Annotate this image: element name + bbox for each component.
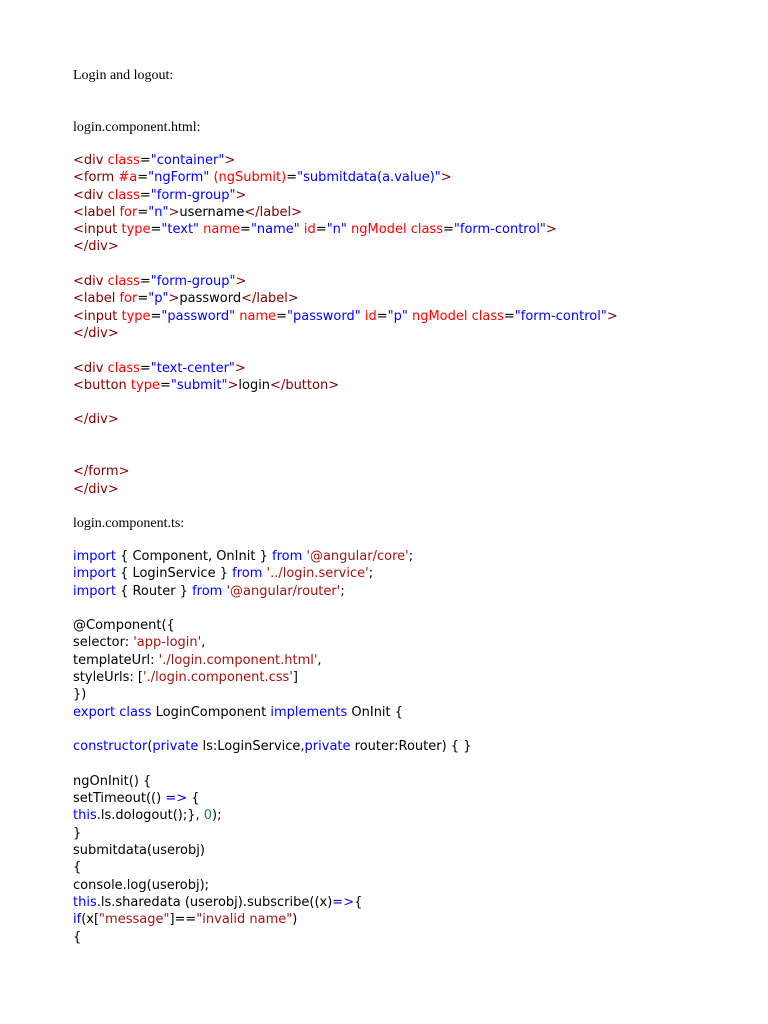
code-token: setTimeout(()	[73, 791, 166, 807]
code-token: export	[73, 704, 120, 720]
code-token: constructor	[73, 739, 148, 755]
code-token: {	[73, 860, 82, 876]
code-token: =	[139, 153, 151, 168]
code-line	[73, 446, 753, 463]
code-token: id	[303, 222, 316, 238]
code-token: for	[119, 204, 138, 220]
code-line	[73, 238, 753, 255]
code-token: class	[410, 222, 443, 238]
code-token: =	[376, 308, 388, 324]
code-line	[73, 929, 753, 946]
code-token: class	[107, 360, 140, 376]
code-token: name	[239, 308, 277, 324]
code-line	[73, 790, 753, 807]
code-token: console.log(userobj);	[73, 877, 210, 893]
code-token: >	[234, 360, 246, 376]
code-token: "form-control"	[514, 308, 607, 324]
code-token: ngModel	[351, 222, 411, 238]
code-token: =	[139, 187, 151, 203]
code-line	[73, 634, 753, 651]
code-token: id	[364, 308, 377, 324]
code-token: private	[304, 739, 355, 755]
code-token: <div	[73, 360, 108, 376]
code-token: <label	[73, 291, 120, 307]
code-token: "submitdata(a.value)"	[297, 170, 441, 186]
code-token: class	[107, 187, 140, 203]
code-token: <input	[73, 308, 122, 324]
code-token: </form>	[73, 464, 130, 480]
code-token: (x[	[81, 912, 100, 928]
code-line	[73, 481, 753, 498]
code-token: class	[119, 704, 156, 720]
code-token: type	[130, 377, 160, 393]
code-token: from	[192, 583, 227, 599]
code-token: type	[121, 222, 151, 238]
code-line	[73, 652, 753, 669]
code-token: username	[179, 204, 245, 220]
code-token: login	[238, 377, 271, 393]
code-token: if	[73, 912, 82, 928]
code-token: </div>	[73, 412, 119, 428]
code-token: router:Router) { }	[354, 739, 472, 755]
code-token: =	[150, 222, 162, 238]
code-line	[73, 360, 753, 377]
code-token: templateUrl:	[73, 652, 159, 668]
code-token: <div	[73, 274, 108, 290]
code-token: "message"	[99, 912, 170, 928]
code-token: ]	[292, 670, 298, 686]
code-line	[73, 548, 753, 565]
code-token: from	[232, 566, 267, 582]
code-line	[73, 204, 753, 221]
code-token: './login.component.html'	[158, 652, 318, 668]
code-line	[73, 721, 753, 738]
code-line	[73, 565, 753, 582]
code-token: ls:LoginService,	[202, 739, 305, 755]
code-token: { Component, OnInit }	[120, 549, 272, 564]
code-token: >	[235, 187, 247, 203]
code-token: =	[137, 291, 149, 307]
code-line	[73, 894, 753, 911]
ts-code-block	[73, 548, 753, 946]
code-token: </button>	[270, 377, 340, 393]
code-line	[73, 686, 753, 703]
code-token: <button	[73, 377, 131, 393]
code-token: this	[73, 808, 97, 824]
code-token: (ngSubmit)	[213, 170, 287, 186]
code-token: <label	[73, 204, 120, 220]
code-token: "container"	[150, 153, 225, 168]
code-token: =	[315, 222, 327, 238]
code-token: { LoginService }	[120, 566, 233, 582]
code-token: =	[159, 377, 171, 393]
code-line	[73, 756, 753, 773]
code-line	[73, 394, 753, 411]
code-token: =>	[332, 894, 355, 910]
code-token: ngModel	[411, 308, 472, 324]
code-line	[73, 411, 753, 428]
code-token: {	[73, 929, 82, 945]
code-token: "text-center"	[150, 360, 235, 376]
html-file-heading: login.component.html:	[73, 120, 201, 135]
code-token: '@angular/core'	[306, 549, 409, 564]
code-token: "invalid name"	[196, 912, 293, 928]
code-token: =	[137, 170, 149, 186]
code-token: .ls.sharedata (userobj).subscribe((x)	[96, 894, 333, 910]
code-token: @Component({	[73, 618, 175, 634]
code-token: ,	[201, 635, 206, 651]
code-token: 'app-login'	[133, 635, 202, 651]
code-token: <div	[73, 153, 108, 168]
code-token: >	[168, 291, 180, 307]
code-line	[73, 773, 753, 790]
code-token: "text"	[161, 222, 204, 238]
code-token: >	[235, 274, 247, 290]
code-line	[73, 221, 753, 238]
code-token: './login.component.css'	[143, 670, 293, 686]
code-token: </div>	[73, 239, 119, 255]
code-token: selector:	[73, 635, 134, 651]
code-line	[73, 825, 753, 842]
code-token: =	[139, 274, 151, 290]
code-token: );	[212, 808, 222, 824]
code-token: OnInit {	[351, 704, 404, 720]
code-token: {	[191, 791, 200, 807]
code-token: </div>	[73, 481, 119, 497]
code-line	[73, 842, 753, 859]
code-token: "p"	[148, 291, 169, 307]
code-line	[73, 290, 753, 307]
code-line	[73, 325, 753, 342]
code-token: </label>	[241, 291, 299, 307]
code-token: private	[152, 739, 203, 755]
code-token: =	[137, 204, 149, 220]
code-token: ;	[368, 566, 374, 582]
code-line	[73, 463, 753, 480]
code-token: '@angular/router'	[226, 583, 341, 599]
code-line	[73, 911, 753, 928]
code-token: import	[73, 583, 121, 599]
code-token: >	[440, 170, 452, 186]
code-token: ;	[408, 549, 414, 564]
code-line	[73, 273, 753, 290]
code-token: "submit"	[170, 377, 228, 393]
code-token: "password"	[287, 308, 365, 324]
code-token: (	[147, 739, 153, 755]
code-token: { Router }	[120, 583, 193, 599]
code-token: class	[107, 274, 140, 290]
code-token: class	[471, 308, 504, 324]
code-token: =	[276, 308, 288, 324]
code-line	[73, 187, 753, 204]
code-token: >	[224, 153, 236, 168]
code-token: >	[227, 377, 239, 393]
code-token: type	[121, 308, 151, 324]
code-token: =	[150, 308, 162, 324]
code-token: =	[286, 170, 298, 186]
code-line	[73, 583, 753, 600]
code-token: }	[73, 825, 82, 841]
code-line	[73, 877, 753, 894]
code-token: =	[442, 222, 454, 238]
code-token: >	[168, 204, 180, 220]
code-token: =>	[165, 791, 192, 807]
code-token: ,	[317, 652, 322, 668]
code-token: </div>	[73, 325, 119, 341]
code-token: submitdata(userobj)	[73, 843, 205, 859]
code-token: class	[107, 153, 140, 168]
code-line	[73, 152, 753, 169]
code-line	[73, 256, 753, 273]
code-token: ;	[340, 583, 345, 599]
code-token: implements	[270, 704, 352, 720]
code-line	[73, 600, 753, 617]
code-token: "form-group"	[150, 187, 236, 203]
code-token: 0	[203, 808, 213, 824]
code-token: <input	[73, 222, 122, 238]
code-token: >	[606, 308, 618, 324]
code-token: "p"	[387, 308, 412, 324]
code-token: '../login.service'	[266, 566, 369, 582]
code-token: "n"	[326, 222, 352, 238]
code-line	[73, 704, 753, 721]
code-token: name	[203, 222, 241, 238]
code-token: <div	[73, 187, 108, 203]
code-token: password	[179, 291, 242, 307]
code-line	[73, 429, 753, 446]
code-token: =	[240, 222, 251, 238]
code-line	[73, 342, 753, 359]
code-token: for	[119, 291, 138, 307]
code-token: .ls.dologout();},	[96, 808, 204, 824]
code-token: "name"	[250, 222, 304, 238]
code-token: )	[292, 912, 298, 928]
code-token: #a	[118, 170, 138, 186]
code-token: })	[73, 687, 87, 703]
code-token: ngOnInit() {	[73, 773, 152, 789]
code-line	[73, 859, 753, 876]
document-title: Login and logout:	[73, 68, 174, 83]
code-line	[73, 617, 753, 634]
code-line	[73, 669, 753, 686]
code-token: "form-group"	[150, 274, 236, 290]
code-token: =	[503, 308, 515, 324]
code-token: <form	[73, 170, 119, 186]
code-token: {	[354, 894, 363, 910]
code-token: </label>	[244, 204, 302, 220]
code-line	[73, 169, 753, 186]
code-token: ]==	[169, 912, 197, 928]
code-line	[73, 308, 753, 325]
code-token: "n"	[148, 204, 169, 220]
code-token: "form-control"	[453, 222, 546, 238]
code-line	[73, 377, 753, 394]
code-token: "ngForm"	[148, 170, 214, 186]
code-line	[73, 738, 753, 755]
code-token: this	[73, 894, 97, 910]
code-token: from	[272, 549, 307, 564]
html-code-block	[73, 152, 753, 498]
code-token: =	[139, 360, 151, 376]
code-token: "password"	[161, 308, 240, 324]
code-token: LoginComponent	[155, 704, 271, 720]
code-token: styleUrls: [	[73, 670, 144, 686]
code-line	[73, 807, 753, 824]
code-token: >	[545, 222, 557, 238]
code-token: import	[73, 566, 121, 582]
code-token: import	[73, 549, 121, 564]
ts-file-heading: login.component.ts:	[73, 516, 185, 531]
